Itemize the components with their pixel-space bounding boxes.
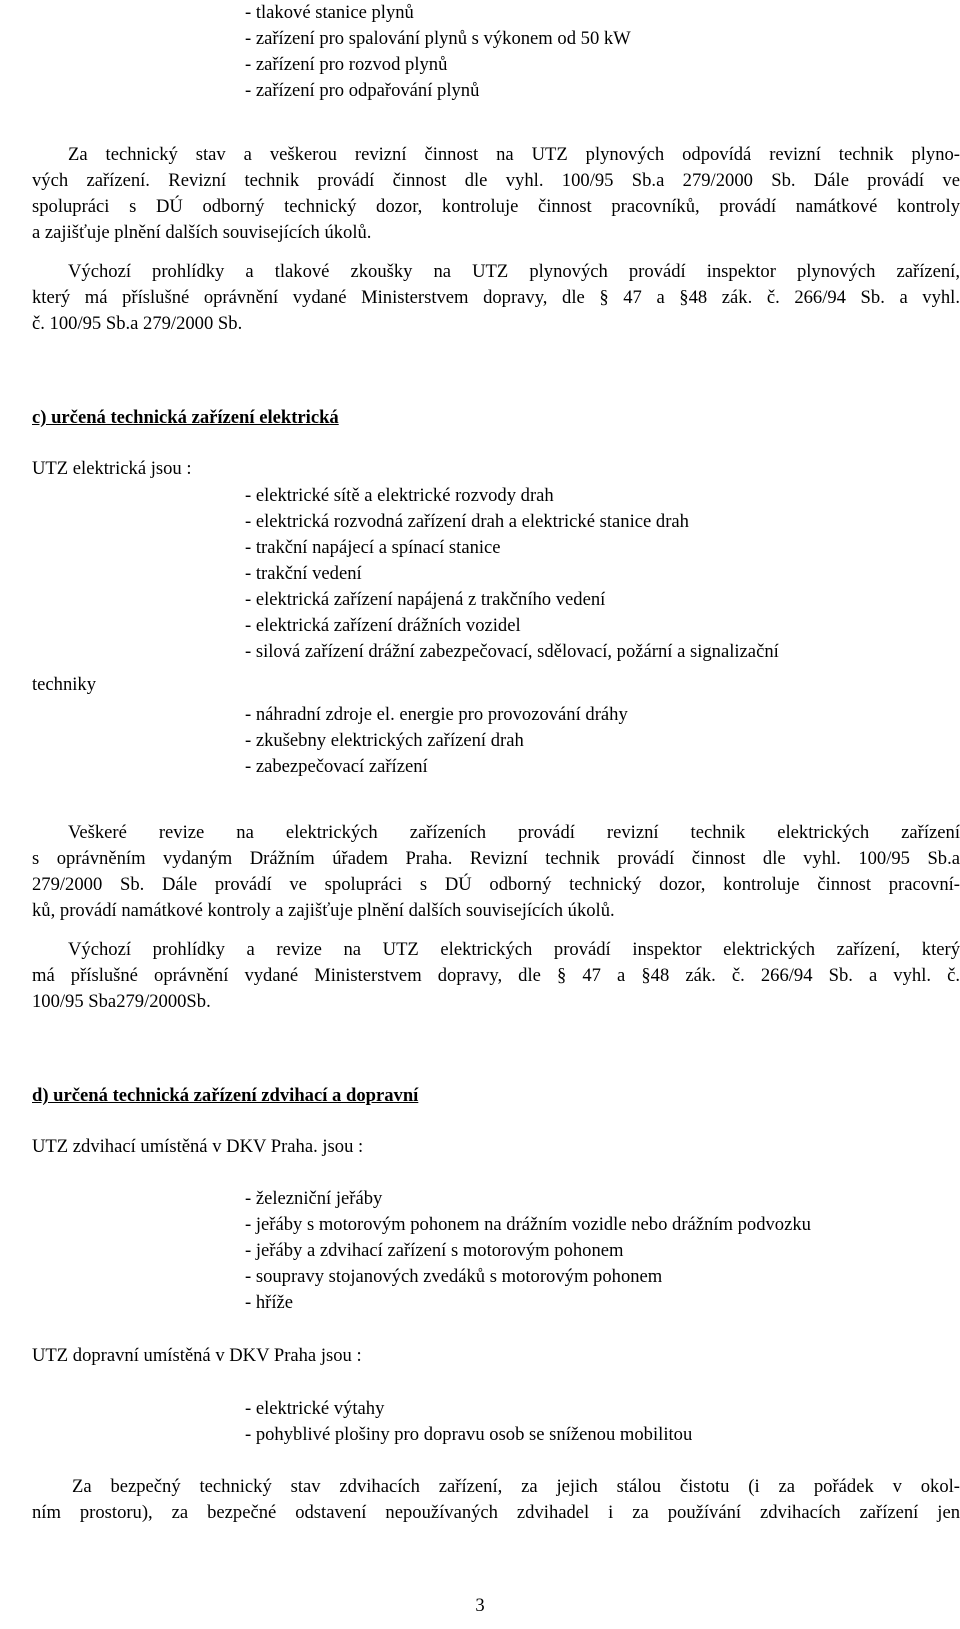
paragraph-line: vých zařízení. Revizní technik provádí činnost dle vyhl. 100/95 Sb.a 279/2000 Sb. Dále provádí ve <box>32 170 960 191</box>
list-item: - jeřáby a zdvihací zařízení s motorovým pohonem <box>245 1240 624 1261</box>
lifting-safety-paragraph <box>32 1474 960 1526</box>
paragraph-line: Výchozí prohlídky a tlakové zkoušky na UTZ plynových provádí inspektor plynových zařízení, <box>68 261 960 282</box>
paragraph-line: Za bezpečný technický stav zdvihacích zařízení, za jejich stálou čistotu (i za pořádek v okol- <box>72 1476 960 1497</box>
list-item: - zařízení pro spalování plynů s výkonem od 50 kW <box>245 28 631 49</box>
paragraph-line: 279/2000 Sb. Dále provádí ve spolupráci s DÚ odborný technický dozor, kontroluje činnost pracovní- <box>32 874 960 895</box>
list-item: - tlakové stanice plynů <box>245 2 414 23</box>
paragraph-line: má příslušné oprávnění vydané Ministerstvem dopravy, dle § 47 a §48 zák. č. 266/94 Sb. a vyhl. č. <box>32 965 960 986</box>
electrical-revision-paragraph <box>32 820 960 924</box>
electrical-equipment-list-continued <box>245 702 960 780</box>
paragraph-line: který má příslušné oprávnění vydané Ministerstvem dopravy, dle § 47 a §48 zák. č. 266/94 Sb. a vyhl. <box>32 287 960 308</box>
list-item: - elektrická rozvodná zařízení drah a elektrické stanice drah <box>245 511 689 532</box>
section-d-heading: d) určená technická zařízení zdvihací a dopravní <box>32 1085 419 1106</box>
section-c-heading: c) určená technická zařízení elektrická <box>32 407 339 428</box>
electrical-equipment-list <box>245 483 960 665</box>
list-item: - hříže <box>245 1292 294 1313</box>
paragraph-line: spolupráci s DÚ odborný technický dozor, kontroluje činnost pracovníků, provádí namátkové kontroly <box>32 196 960 217</box>
list-item: - železniční jeřáby <box>245 1188 383 1209</box>
electrical-inspection-paragraph <box>32 937 960 1015</box>
list-item: - trakční napájecí a spínací stanice <box>245 537 501 558</box>
paragraph-line: 100/95 Sba279/2000Sb. <box>32 991 211 1012</box>
paragraph-line: Veškeré revize na elektrických zařízeních provádí revizní technik elektrických zařízení <box>68 822 960 843</box>
list-item: - zabezpečovací zařízení <box>245 756 428 777</box>
paragraph-line: Výchozí prohlídky a revize na UTZ elektrických provádí inspektor elektrických zařízení, který <box>68 939 960 960</box>
list-item: - náhradní zdroje el. energie pro provozování dráhy <box>245 704 628 725</box>
gas-equipment-list <box>245 0 945 104</box>
section-c-intro: UTZ elektrická jsou : <box>32 458 192 479</box>
list-item: - pohyblivé plošiny pro dopravu osob se sníženou mobilitou <box>245 1424 693 1445</box>
paragraph-line: ků, provádí namátkové kontroly a zajišťuje plnění dalších souvisejících úkolů. <box>32 900 615 921</box>
list-item: - elektrická zařízení drážních vozidel <box>245 615 521 636</box>
list-item: - zařízení pro rozvod plynů <box>245 54 448 75</box>
gas-revision-paragraph <box>32 142 960 246</box>
list-item: - elektrické sítě a elektrické rozvody drah <box>245 485 554 506</box>
paragraph-line: ním prostoru), za bezpečné odstavení nepoužívaných zdvihadel i za používání zdvihacích zařízení jen <box>32 1502 960 1523</box>
section-c-wrap-word: techniky <box>32 674 97 695</box>
list-item: - trakční vedení <box>245 563 362 584</box>
paragraph-line: č. 100/95 Sb.a 279/2000 Sb. <box>32 313 243 334</box>
lifting-equipment-list <box>245 1186 960 1316</box>
paragraph-line: Za technický stav a veškerou revizní činnost na UTZ plynových odpovídá revizní technik plyno- <box>68 144 960 165</box>
list-item: - elektrická zařízení napájená z trakčního vedení <box>245 589 606 610</box>
paragraph-line: s oprávněním vydaným Drážním úřadem Praha. Revizní technik provádí činnost dle vyhl. 100/95 Sb.a <box>32 848 960 869</box>
list-item: - jeřáby s motorovým pohonem na drážním vozidle nebo drážním podvozku <box>245 1214 811 1235</box>
paragraph-line: a zajišťuje plnění dalších souvisejících úkolů. <box>32 222 372 243</box>
list-item: - zařízení pro odpařování plynů <box>245 80 480 101</box>
transport-equipment-list <box>245 1396 960 1448</box>
list-item: - elektrické výtahy <box>245 1398 385 1419</box>
section-d-intro-transport: UTZ dopravní umístěná v DKV Praha jsou : <box>32 1345 362 1366</box>
section-d-intro-lifting: UTZ zdvihací umístěná v DKV Praha. jsou : <box>32 1136 364 1157</box>
page-number: 3 <box>475 1595 485 1616</box>
list-item: - zkušebny elektrických zařízení drah <box>245 730 524 751</box>
list-item: - soupravy stojanových zvedáků s motorovým pohonem <box>245 1266 663 1287</box>
gas-inspection-paragraph <box>32 259 960 337</box>
list-item: - silová zařízení drážní zabezpečovací, sdělovací, požární a signalizační <box>245 641 779 662</box>
